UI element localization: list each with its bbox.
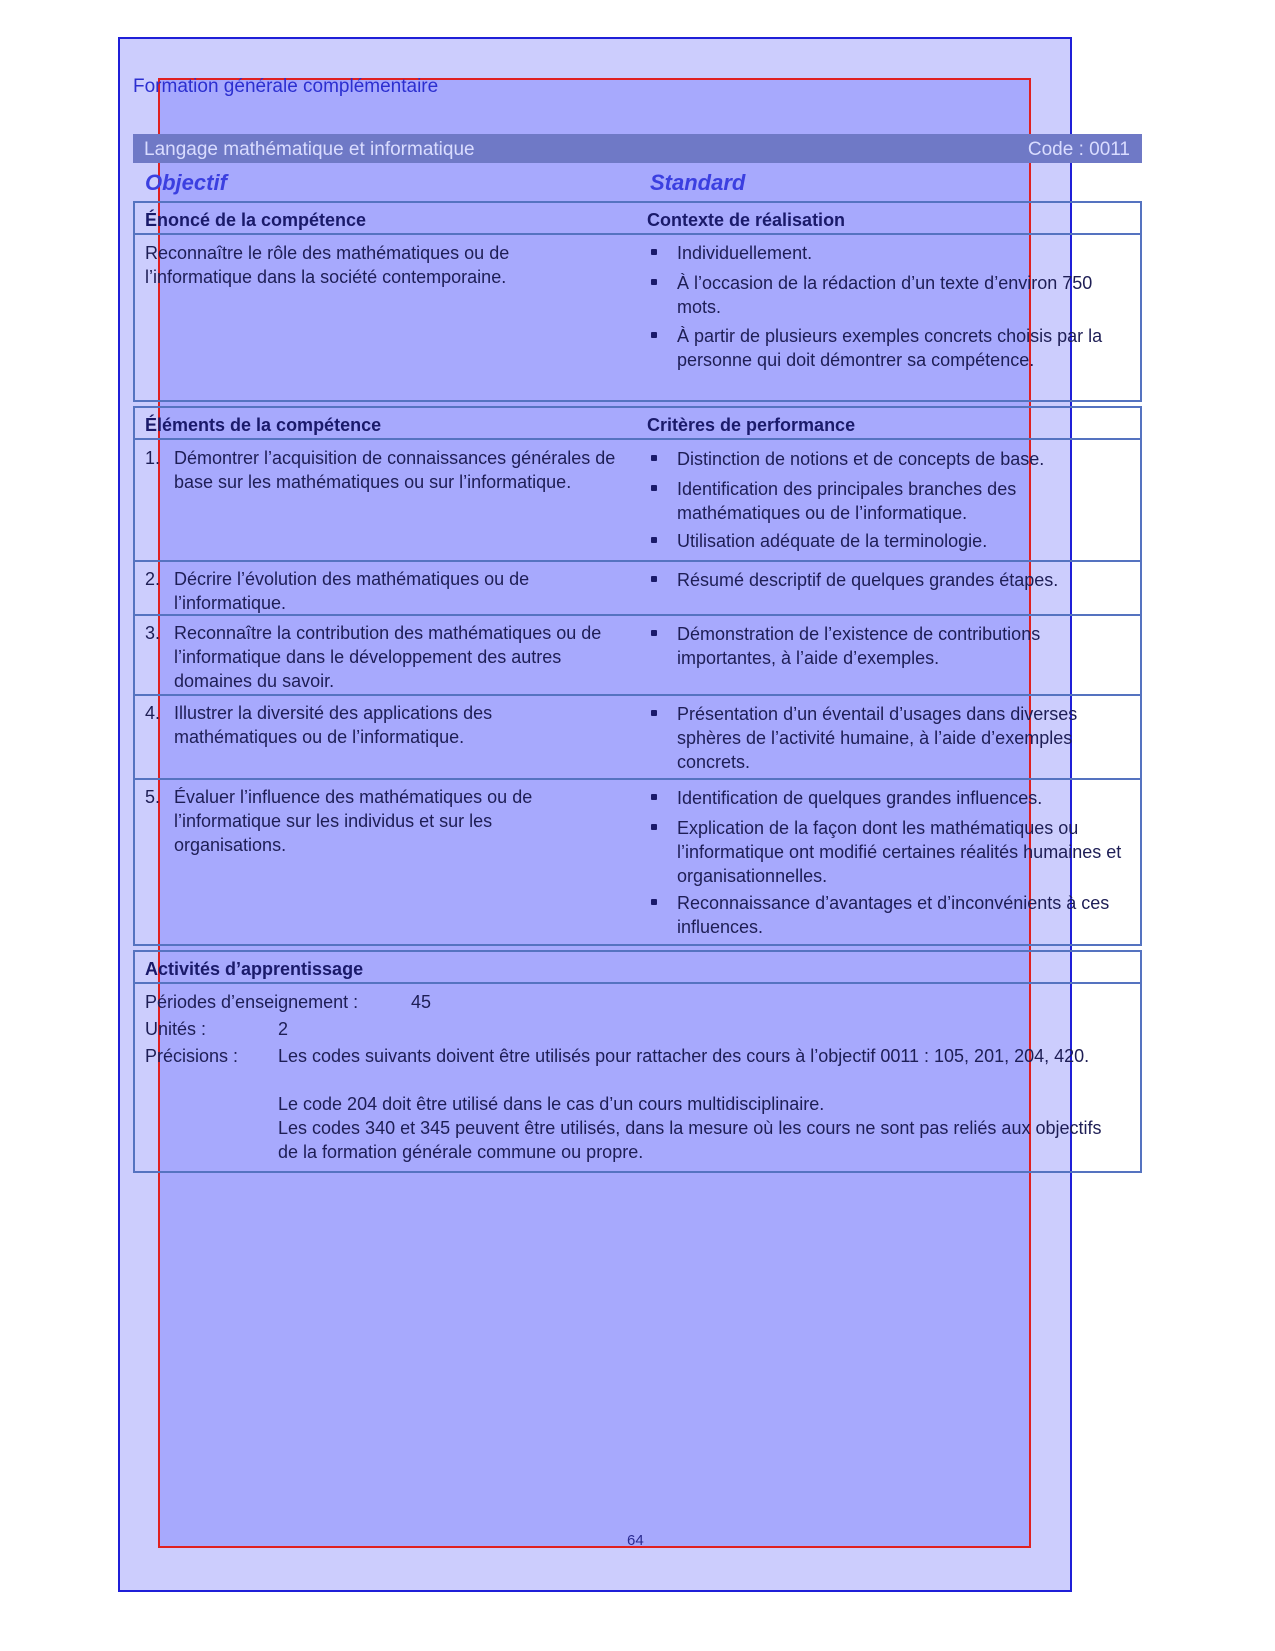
bullet-icon [651, 537, 657, 543]
criterion-item: Démonstration de l’existence de contributions importantes, à l’aide d’exemples. [677, 624, 1041, 668]
criterion-item: Reconnaissance d’avantages et d’inconvénients à ces influences. [677, 893, 1110, 937]
precision-item: Le code 204 doit être utilisé dans le cas d’un cours multidisciplinaire. [278, 1094, 825, 1114]
activities-heading: Activités d’apprentissage [145, 959, 364, 979]
element-number: 2. [145, 569, 161, 589]
objective-title-bar [133, 134, 1142, 163]
bullet-icon [651, 576, 657, 582]
bullet-icon [651, 899, 657, 905]
realisation-context-heading: Contexte de réalisation [647, 210, 846, 230]
bullet-icon [651, 249, 657, 255]
element-number: 5. [145, 787, 161, 807]
element-number: 3. [145, 623, 161, 643]
bullet-icon [651, 794, 657, 800]
context-item: À l’occasion de la rédaction d’un texte d’environ 750 mots. [677, 273, 1093, 317]
bullet-icon [651, 279, 657, 285]
competence-statement: Reconnaître le rôle des mathématiques ou de l’informatique dans la société contemporaine. [145, 243, 510, 287]
criterion-item: Identification des principales branches des mathématiques ou de l’informatique. [677, 479, 1017, 523]
bullet-icon [651, 630, 657, 636]
criterion-item: Utilisation adéquate de la terminologie. [677, 531, 988, 551]
precision-item: Les codes 340 et 345 peuvent être utilisés, dans la mesure où les cours ne sont pas reliés aux objectifs de la formation générale commune ou propre. [278, 1118, 1102, 1162]
element-text: Évaluer l’influence des mathématiques ou de l’informatique sur les individus et sur les organisations. [174, 787, 533, 855]
objective-column-heading: Objectif [145, 170, 227, 195]
element-text: Illustrer la diversité des applications des mathématiques ou de l’informatique. [174, 703, 493, 747]
element-text: Démontrer l’acquisition de connaissances générales de base sur les mathématiques ou sur l’informatique. [174, 448, 616, 492]
element-number: 4. [145, 703, 161, 723]
element-number: 1. [145, 448, 161, 468]
elements-table [133, 406, 1142, 946]
periods-label: Périodes d’enseignement : [145, 992, 359, 1012]
competence-table [133, 201, 1142, 402]
objective-title: Langage mathématique et informatique [144, 139, 475, 160]
context-item: Individuellement. [677, 243, 813, 263]
precisions-label: Précisions : [145, 1046, 239, 1066]
document-header-title: Formation générale complémentaire [133, 76, 439, 97]
activities-table [133, 950, 1142, 1173]
bullet-icon [651, 485, 657, 491]
page-number: 64 [627, 1532, 644, 1549]
competence-statement-heading: Énoncé de la compétence [145, 210, 367, 230]
criterion-item: Présentation d’un éventail d’usages dans diverses sphères de l’activité humaine, à l’aide d’exemples concrets. [677, 704, 1078, 772]
bullet-icon [651, 332, 657, 338]
element-text: Reconnaître la contribution des mathématiques ou de l’informatique dans le développement des autres domaines du savoir. [174, 623, 602, 691]
element-text: Décrire l’évolution des mathématiques ou de l’informatique. [174, 569, 530, 613]
elements-heading: Éléments de la compétence [145, 415, 382, 435]
criterion-item: Résumé descriptif de quelques grandes étapes. [677, 570, 1059, 590]
objective-code: Code : 0011 [1027, 139, 1130, 160]
units-label: Unités : [145, 1019, 207, 1039]
precision-item: Les codes suivants doivent être utilisés pour rattacher des cours à l’objectif 0011 : 105, 201, 204, 420. [278, 1046, 1090, 1066]
criterion-item: Explication de la façon dont les mathématiques ou l’informatique ont modifié certaines réalités humaines et organisationnelles. [677, 818, 1122, 886]
standard-column-heading: Standard [650, 170, 746, 195]
bullet-icon [651, 824, 657, 830]
bullet-icon [651, 455, 657, 461]
criterion-item: Distinction de notions et de concepts de base. [677, 449, 1045, 469]
context-item: À partir de plusieurs exemples concrets choisis par la personne qui doit démontrer sa compétence. [677, 326, 1103, 370]
performance-criteria-heading: Critères de performance [647, 415, 856, 435]
criterion-item: Identification de quelques grandes influences. [677, 788, 1043, 808]
periods-value: 45 [411, 992, 432, 1012]
bullet-icon [651, 710, 657, 716]
units-value: 2 [278, 1019, 289, 1039]
